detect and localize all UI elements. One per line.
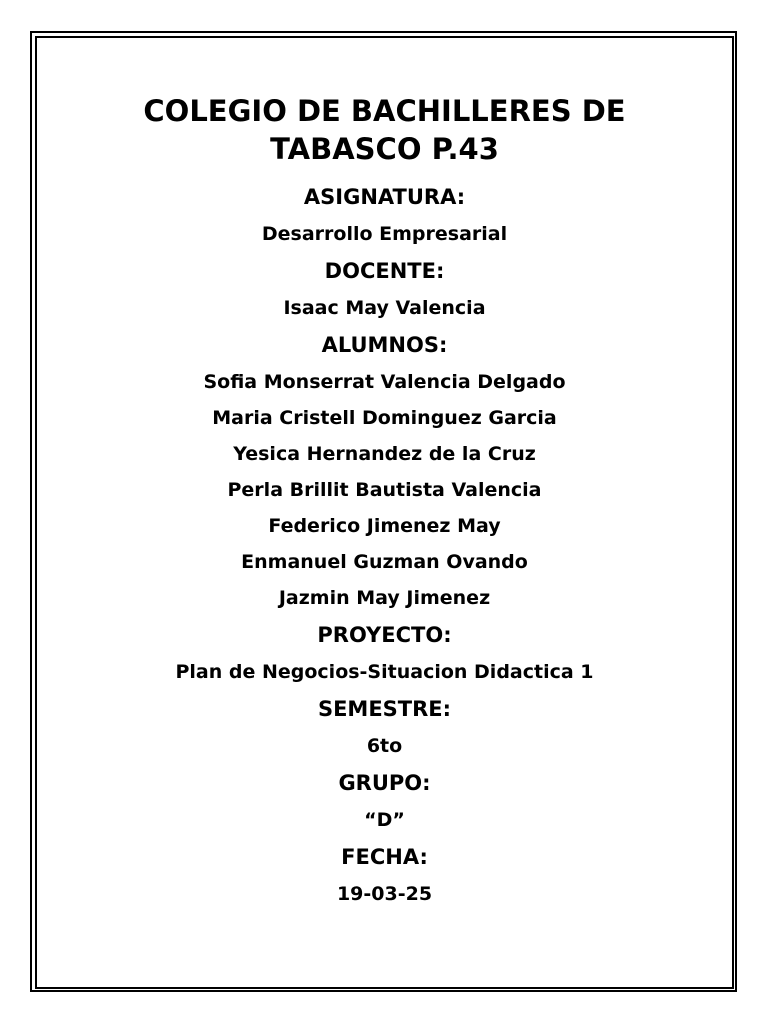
student-name: Enmanuel Guzman Ovando bbox=[241, 551, 528, 573]
grupo-value: “D” bbox=[364, 809, 405, 831]
docente-label: DOCENTE: bbox=[324, 259, 445, 283]
grupo-label: GRUPO: bbox=[338, 771, 431, 795]
student-name: Jazmin May Jimenez bbox=[278, 587, 491, 609]
semestre-value: 6to bbox=[366, 735, 403, 757]
docente-value: Isaac May Valencia bbox=[283, 297, 486, 319]
semestre-label: SEMESTRE: bbox=[317, 697, 452, 721]
asignatura-value: Desarrollo Empresarial bbox=[261, 223, 508, 245]
school-title bbox=[37, 92, 732, 168]
student-name: Sofia Monserrat Valencia Delgado bbox=[203, 371, 566, 393]
student-name: Perla Brillit Bautista Valencia bbox=[227, 479, 542, 501]
school-title-line-2: TABASCO P.43 bbox=[270, 132, 499, 166]
proyecto-label: PROYECTO: bbox=[317, 623, 452, 647]
cover-page-content bbox=[37, 36, 732, 906]
proyecto-value: Plan de Negocios-Situacion Didactica 1 bbox=[175, 661, 594, 683]
student-name: Yesica Hernandez de la Cruz bbox=[233, 443, 536, 465]
student-name: Maria Cristell Dominguez Garcia bbox=[212, 407, 557, 429]
student-name: Federico Jimenez May bbox=[268, 515, 501, 537]
alumnos-label: ALUMNOS: bbox=[321, 333, 448, 357]
fecha-value: 19-03-25 bbox=[336, 883, 433, 905]
asignatura-label: ASIGNATURA: bbox=[303, 185, 466, 209]
school-title-line-1: COLEGIO DE BACHILLERES DE bbox=[143, 94, 626, 128]
fecha-label: FECHA: bbox=[341, 845, 428, 869]
